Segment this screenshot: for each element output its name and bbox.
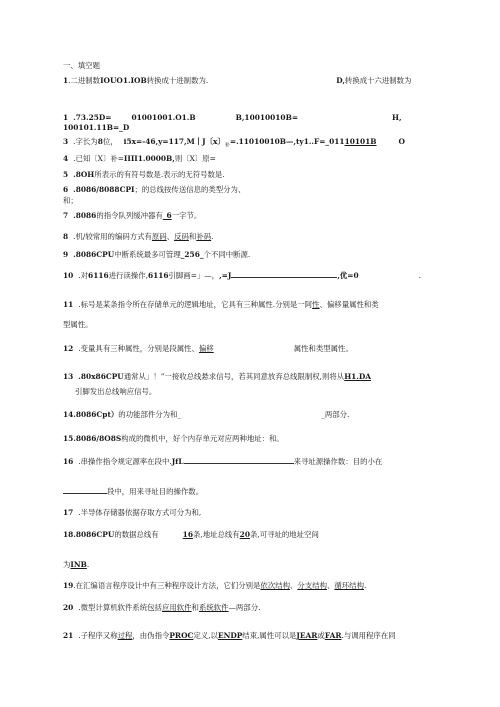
question-9: 9 .8086CPU中断系统最多可管理_256_个不同中断源.	[63, 250, 251, 259]
blank-line	[63, 486, 107, 494]
question-11-line-2: 型属性。	[63, 320, 93, 329]
blank-line	[231, 270, 337, 278]
blank-line	[184, 456, 294, 464]
question-16-line-1: 16 .串操作指令规定源率在段中.JfL 来寻址源操作数：目的小在	[63, 457, 383, 466]
question-15: 15.8086/8O8S构成的微机中，好个内存单元对应两种地址：和。	[63, 434, 284, 443]
question-7: 7 .8086的指令队列缓冲器有_6一字节。	[63, 211, 202, 220]
question-2-line-1: 1 .73.25D= 01001001.O1.B B,10010010B= H,	[63, 113, 402, 122]
question-14: 14.8086Cpt）的功能部件分为和_ _两部分.	[63, 410, 350, 419]
question-6-line-1: 6 .8086/8088CPI；的总线按传送信息的类型分为、	[63, 185, 246, 194]
question-13-line-1: 13 .80x86CPU通常从」！”一接收总线悬求信号，若其同意放弃总线限制权,则将从H1.DA	[63, 372, 372, 381]
question-10: 10 .对6116进行读操作,6116引脚画=」—，,=J ,优=0 .	[63, 271, 421, 280]
question-11-line-1: 11 .标号是某条指令所在存储单元的逻辑地址，它具有三种属性.分别是一阿性、偏移量属性和类	[63, 300, 379, 309]
question-5: 5 .8OH所表示的有符号数是.表示的无符号数是.	[63, 170, 225, 179]
question-13-line-2: 引脚发出总线响应信号。	[75, 387, 157, 396]
question-20: 20 .微型计算机软件系统包括应用软件和系统软件—两部分.	[63, 603, 261, 612]
question-8: 8 .机/较常用的编码方式有原码、反码和补码.	[63, 232, 214, 241]
question-16-line-2: 段中，用来寻址目的操作数。	[63, 486, 456, 497]
question-21: 21 .子程序又称过程，由伪指令PROC定义,以ENDP结束,属性可以是JEAR或FAR.与调用程序在同	[63, 631, 396, 640]
question-3: 3 .字长为8位， i5x=-46,y=117,M丨J〔x〕$_补$=.11010010B—,ty1..F=_01110101B O	[63, 137, 405, 149]
question-4: 4 .已知〔X〕补=IIII1.0000B,则〔X〕原=	[63, 154, 216, 163]
question-19: 19.在汇编语言程序设计中有三种程序设计方法，它们分别是依次结构、分支结构、循环结构.	[63, 581, 367, 590]
question-17: 17 .半导体存储器依据存取方式可分为和,	[63, 508, 202, 517]
question-18-line-1: 18.8086CPU的数据总线有 16条,地址总线有20条,可寻址的地址空间	[63, 530, 319, 539]
question-18-line-2: 为INB.	[63, 560, 90, 569]
section-title: 一、填空题	[63, 61, 100, 70]
question-2-line-2: 100101.11B=_D	[63, 123, 130, 132]
question-6-line-2: 和；	[63, 196, 78, 205]
question-12: 12 .变量具有三种属性，分别是段属性、偏移 属性和类型属性。	[63, 344, 353, 353]
question-1: 1.二进制数IOUO1.IOB转换成十进制数为. D,转换成十六进制数为	[63, 76, 412, 85]
